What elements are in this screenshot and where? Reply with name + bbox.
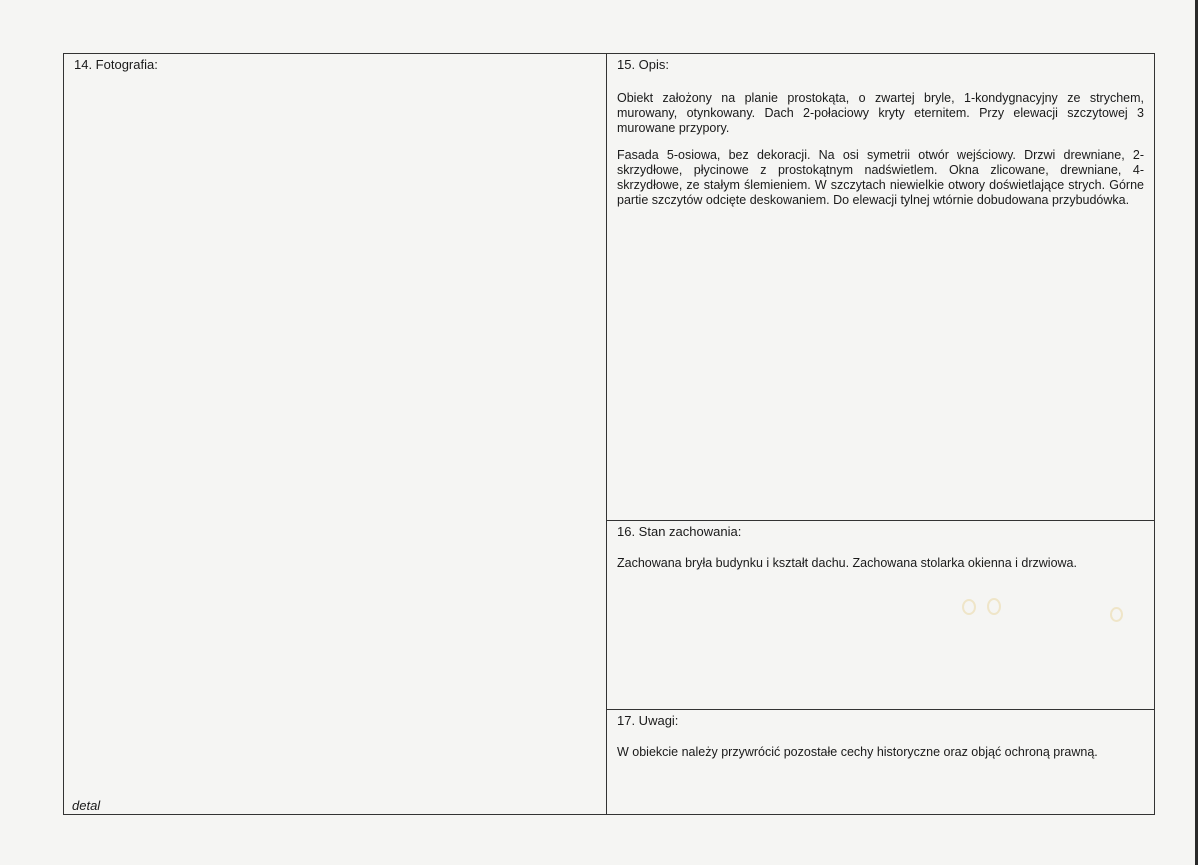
- stan-section: [607, 520, 1154, 709]
- stain-mark: [962, 599, 976, 615]
- stain-mark: [987, 598, 1001, 615]
- opis-paragraph: Fasada 5-osiowa, bez dekoracji. Na osi symetrii otwór wejściowy. Drzwi drewniane, 2-skrzydłowe, płycinowe z prostokątnym nadświetlem. Okna zlicowane, drewniane, 4-skrzydłowe, ze stałym ślemieniem. W szczytach niewielkie otwory doświetlające strych. Górne partie szczytów odcięte deskowaniem. Do elewacji tylnej wtórnie dobudowana przybudówka.: [617, 148, 1144, 207]
- description-column: [607, 54, 1154, 814]
- inventory-form: [63, 53, 1155, 815]
- opis-section: [607, 54, 1154, 520]
- stan-label: 16. Stan zachowania:: [617, 524, 742, 539]
- stan-text: Zachowana bryła budynku i kształt dachu. Zachowana stolarka okienna i drzwiowa.: [617, 556, 1077, 570]
- photo-caption: detal: [72, 798, 101, 813]
- photo-label: 14. Fotografia:: [74, 57, 158, 72]
- photo-panel: [64, 54, 607, 814]
- opis-label: 15. Opis:: [617, 57, 670, 72]
- uwagi-label: 17. Uwagi:: [617, 713, 679, 728]
- stain-mark: [1110, 607, 1123, 622]
- opis-paragraph: Obiekt założony na planie prostokąta, o zwartej bryle, 1-kondygnacyjny ze strychem, murowany, otynkowany. Dach 2-połaciowy kryty eternitem. Przy elewacji szczytowej 3 murowane przypory.: [617, 91, 1144, 135]
- uwagi-section: [607, 709, 1154, 814]
- opis-text: [607, 91, 1154, 208]
- uwagi-text: W obiekcie należy przywrócić pozostałe cechy historyczne oraz objąć ochroną prawną.: [617, 745, 1098, 759]
